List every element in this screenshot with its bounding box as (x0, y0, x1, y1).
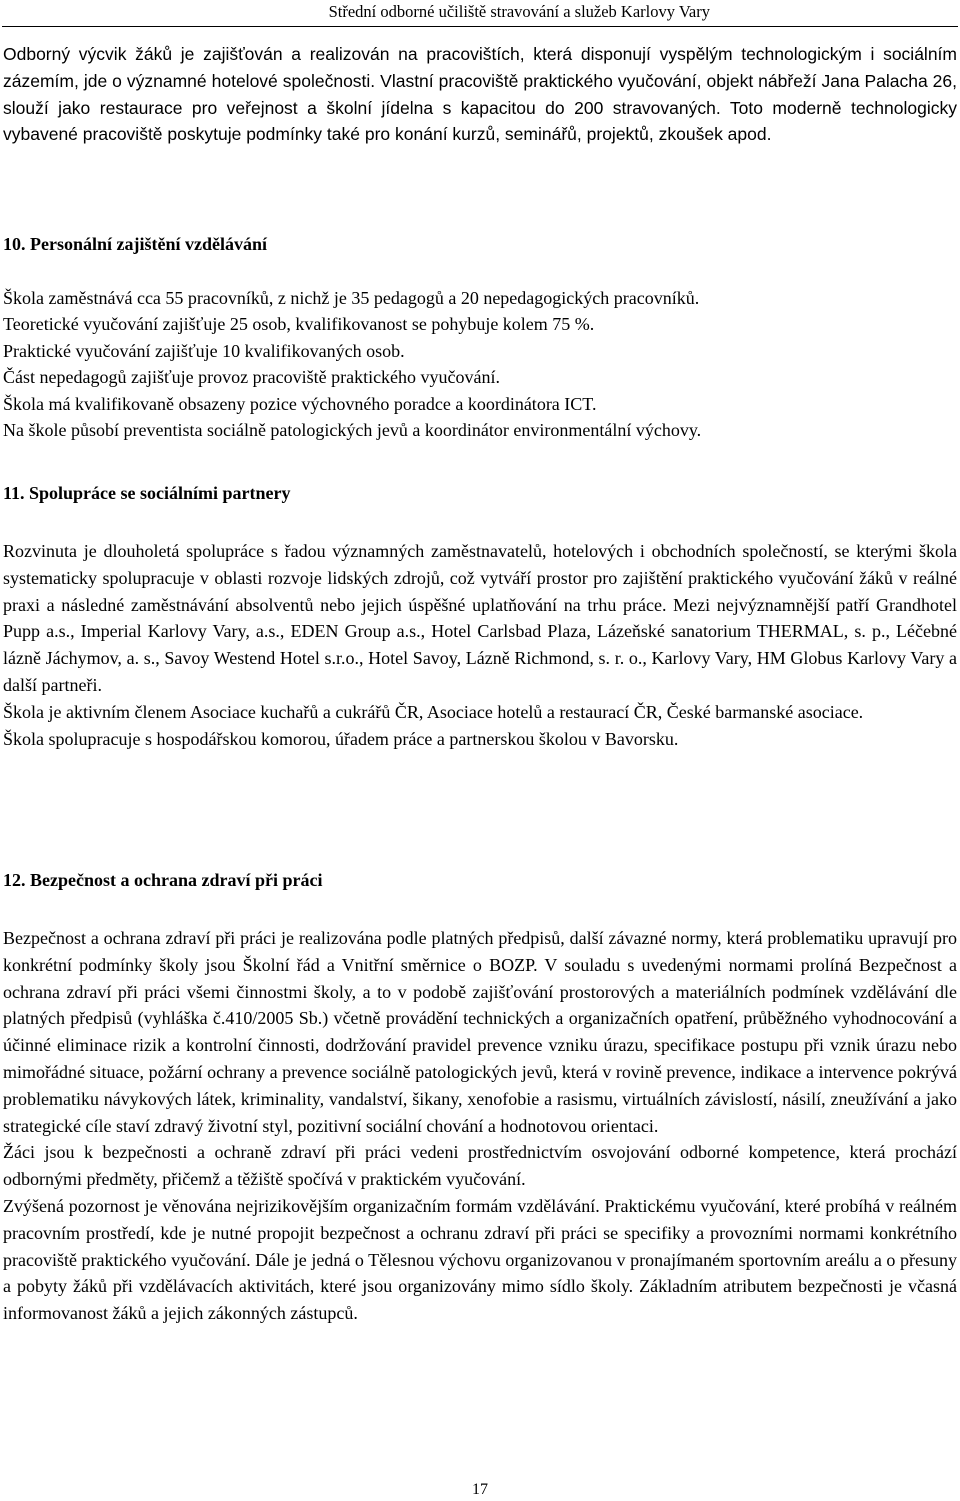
section-10-body (3, 285, 957, 443)
section-11-body (3, 538, 957, 752)
section-10-line: Na škole působí preventista sociálně patologických jevů a koordinátor environmentální výchovy. (3, 420, 702, 441)
section-12-paragraph: Zvýšená pozornost je věnována nejrizikovějším organizačním formám vzdělávání. Praktickému vyučování, které probíhá v reálném pracovním prostředí, kde je nutné propojit bezpečnost a ochranu zdraví při práci se specifiky a provozními normami konkrétního pracoviště praktického vyučování. Dále je jedná o Tělesnou výchovu organizovanou v pronajímaném sportovním areálu a o přesuny a pobyty žáků při vzdělávacích aktivitách, které jsou organizovány mimo sídlo školy. Základním atributem bezpečnosti je včasná informovanost žáků a jejich zákonných zástupců. (3, 1195, 957, 1324)
section-12-paragraph: Bezpečnost a ochrana zdraví při práci je realizována podle platných předpisů, další závazné normy, která problematiku upravují pro konkrétní podmínky školy jsou Školní řád a Vnitřní směrnice o BOZP. V souladu s uvedenými normami prolíná Bezpečnost a ochrana zdraví při práci všemi činnostmi školy, a to v podobě zajišťování prostorových a materiálních podmínek vzdělávání dle platných předpisů (vyhláška č.410/2005 Sb.) včetně provádění technických a organizačních opatření, průběžného vyhodnocování a účinné eliminace rizik a kontrolní činnosti, dodržování pravidel prevence vzniku úrazu, specifikace postupu při vznik úrazu nebo mimořádné situace, požární ochrany a prevence sociálně patologických jevů, která v rovině prevence, indikace a intervence pokrývá problematiku návykových látek, kriminality, vandalství, šikany, xenofobie a rasismu, virtuálních závislostí, násilí, zneužívání a jako strategické cíle staví zdravý životní styl, pozitivní sociální chování a hodnotovou orientaci. (3, 928, 957, 1136)
section-11-heading: 11. Spolupráce se sociálními partnery (3, 483, 291, 503)
intro-paragraph: Odborný výcvik žáků je zajišťován a realizován na pracovištích, která disponují vyspělým technologickým i sociálním zázemím, jde o významné hotelové společnosti. Vlastní pracoviště praktického vyučování, objekt nábřeží Jana Palacha 26, slouží jako restaurace pro veřejnost a školní jídelna s kapacitou do 200 stravovaných. Toto moderně technologicky vybavené pracoviště poskytuje podmínky také pro konání kurzů, seminářů, projektů, zkoušek apod. (3, 44, 957, 145)
section-11-paragraph: Škola spolupracuje s hospodářskou komorou, úřadem práce a partnerskou školou v Bavorsku. (3, 728, 679, 749)
section-10-line: Škola má kvalifikovaně obsazeny pozice výchovného poradce a koordinátora ICT. (3, 393, 597, 414)
section-11-paragraph: Rozvinuta je dlouholetá spolupráce s řadou významných zaměstnavatelů, hotelových i obchodních společností, se kterými škola systematicky spolupracuje v oblasti rozvoje lidských zdrojů, což vytváří prostor pro zajištění praktického vyučování žáků v reálné praxi a následné zaměstnávání absolventů nebo jejich úspěšné uplatňování na trhu práce. Mezi nejvýznamnější patří Grandhotel Pupp a.s., Imperial Karlovy Vary, a.s., EDEN Group a.s., Hotel Carlsbad Plaza, Lázeňské sanatorium THERMAL, s. p., Léčebné lázně Jáchymov, a. s., Savoy Westend Hotel s.r.o., Hotel Savoy, Lázně Richmond, s. r. o., Karlovy Vary, HM Globus Karlovy Vary a další partneři. (3, 541, 957, 695)
section-10-heading: 10. Personální zajištění vzdělávání (3, 234, 267, 254)
section-10-line: Teoretické vyučování zajišťuje 25 osob, kvalifikovanost se pohybuje kolem 75 %. (3, 314, 595, 335)
section-11-paragraph: Škola je aktivním členem Asociace kuchařů a cukrářů ČR, Asociace hotelů a restaurací ČR, České barmanské asociace. (3, 701, 864, 722)
section-10-line: Škola zaměstnává cca 55 pracovníků, z nichž je 35 pedagogů a 20 nepedagogických pracovníků. (3, 288, 700, 308)
running-header: Střední odborné učiliště stravování a služeb Karlovy Vary (328, 2, 710, 21)
section-12-paragraph: Žáci jsou k bezpečnosti a ochraně zdraví při práci vedeni prostřednictvím osvojování odborné kompetence, která prochází odbornými předměty, přičemž a těžiště spočívá v praktickém vyučování. (3, 1142, 957, 1190)
section-12-heading: 12. Bezpečnost a ochrana zdraví při práci (3, 870, 323, 890)
section-10-line: Část nepedagogů zajišťuje provoz pracoviště praktického vyučování. (3, 367, 501, 388)
page-number: 17 (472, 1481, 488, 1498)
section-10-line: Praktické vyučování zajišťuje 10 kvalifikovaných osob. (3, 340, 405, 361)
header-rule (2, 26, 958, 27)
section-12-body (3, 925, 957, 1327)
